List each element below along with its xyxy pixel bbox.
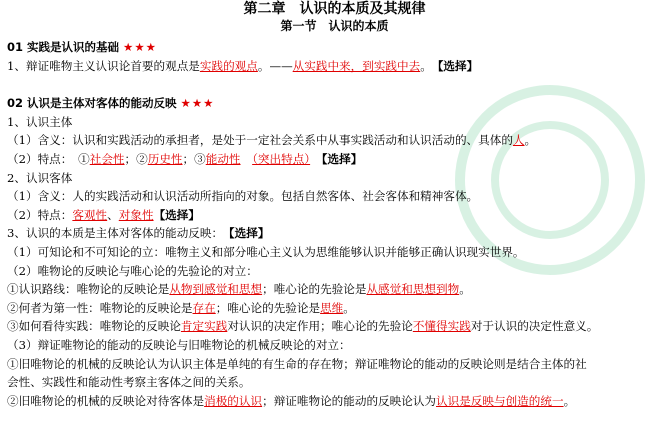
text-line: （1）含义：人的实践活动和认识活动所指向的对象。包括自然客体、社会客体和精神客体。 bbox=[7, 189, 479, 203]
text-line: ①旧唯物论的机械的反映论认为认识主体是单纯的有生命的存在物；辩证唯物论的能动的反映论则是结合主体的社 bbox=[7, 357, 587, 371]
heading-active-reflection bbox=[7, 96, 214, 111]
keyword: 认识是反映与创造的统一 bbox=[436, 394, 564, 408]
keyword: 对象性 bbox=[118, 208, 154, 222]
text-line: 1、认识主体 bbox=[7, 115, 73, 129]
text-line: （1）含义：认识和实践活动的承担者，是处于一定社会关系中从事实践活动和认识活动的、具体的人。 bbox=[7, 133, 537, 147]
keyword: 人 bbox=[512, 133, 525, 147]
keyword: 实践的观点 bbox=[199, 59, 258, 73]
text-line: 3、认识的本质是主体对客体的能动反映： 【选择】 bbox=[7, 226, 270, 240]
keyword: 社会性 bbox=[89, 152, 125, 166]
text-line: 会性、实践性和能动性考察主客体之间的关系。 bbox=[7, 375, 251, 389]
keyword: 历史性 bbox=[147, 152, 183, 166]
text-line: ③如何看待实践：唯物论的反映论肯定实践对认识的决定作用；唯心论的先验论不懂得实践对于认识的决定性意义。 bbox=[7, 319, 599, 333]
text-line: （2）特点： ①社会性；②历史性；③能动性 （突出特点） 【选择】 bbox=[7, 152, 363, 166]
keyword: 思维 bbox=[320, 301, 344, 315]
keyword: 消极的认识 bbox=[204, 394, 263, 408]
heading-text: 02 认识是主体对客体的能动反映 bbox=[7, 96, 177, 110]
select-tag: 【选择】 bbox=[321, 152, 363, 166]
text-line: （2）特点：客观性、对象性【选择】 bbox=[7, 208, 200, 222]
text-line: （1）可知论和不可知论的立：唯物主义和部分唯心主义认为思维能够认识并能够正确认识现实世界。 bbox=[7, 245, 525, 259]
keyword: 客观性 bbox=[72, 208, 108, 222]
select-tag: 【选择】 bbox=[153, 208, 200, 222]
text-line: （3）辩证唯物论的能动的反映论与旧唯物论的机械反映论的对立： bbox=[7, 338, 351, 352]
keyword: 从实践中来，到实践中去 bbox=[292, 59, 421, 73]
importance-stars: ★★★ bbox=[123, 40, 157, 54]
select-tag: 【选择】 bbox=[228, 226, 270, 240]
text-line: ①认识路线：唯物论的反映论是从物到感觉和思想；唯心论的先验论是从感觉和思想到物。 bbox=[7, 282, 471, 296]
keyword: 从感觉和思想到物 bbox=[366, 282, 460, 296]
keyword: 肯定实践 bbox=[180, 319, 228, 333]
text-line: 1、辩证唯物主义认识论首要的观点是实践的观点。——从实践中来，到实践中去。 【选择】 bbox=[7, 59, 479, 73]
heading-practice-basis bbox=[7, 40, 157, 55]
importance-stars: ★★★ bbox=[180, 96, 215, 110]
text-line: （2）唯物论的反映论与唯心论的先验论的对立： bbox=[7, 264, 258, 278]
keyword: 不懂得实践 bbox=[412, 319, 471, 333]
chapter-title: 第二章 认识的本质及其规律 bbox=[243, 1, 426, 17]
keyword: 能动性 bbox=[205, 152, 241, 166]
section-title: 第一节 认识的本质 bbox=[280, 19, 389, 33]
text-line: ②旧唯物论的机械的反映论对待客体是消极的认识；辩证唯物论的能动的反映论认为认识是反映与创造的统一。 bbox=[7, 394, 576, 408]
text-line: 2、认识客体 bbox=[7, 171, 73, 185]
keyword: 从物到感觉和思想 bbox=[169, 282, 263, 296]
text-line: ②何者为第一性：唯物论的反映论是存在；唯心论的先验论是思维。 bbox=[7, 301, 355, 315]
select-tag: 【选择】 bbox=[437, 59, 479, 73]
heading-text: 01 实践是认识的基础 bbox=[7, 40, 120, 54]
keyword: 存在 bbox=[192, 301, 216, 315]
keyword: （突出特点） bbox=[252, 152, 311, 166]
